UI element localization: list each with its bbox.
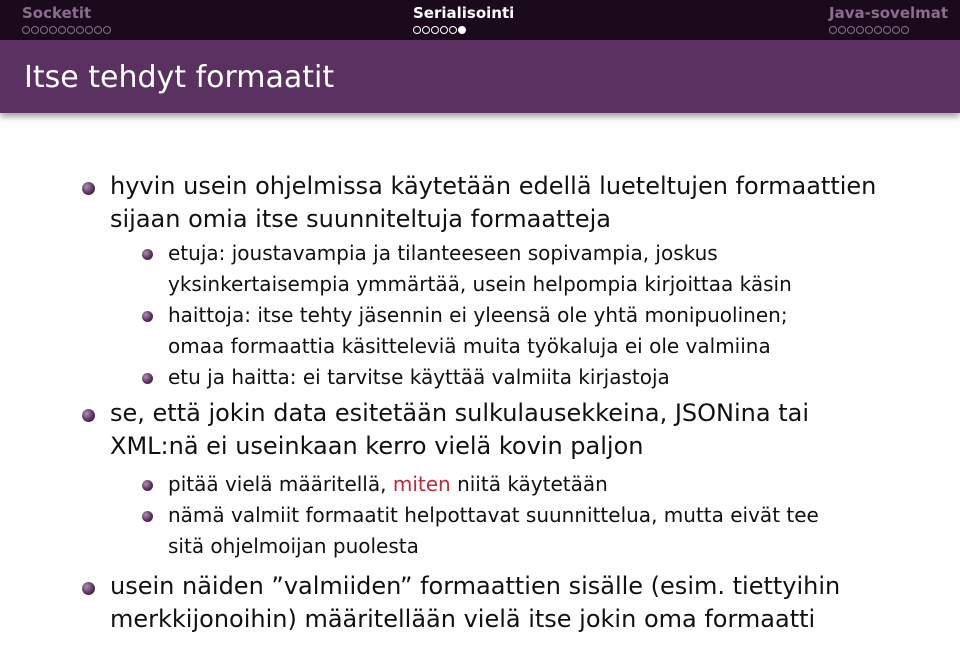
nav-dot-icon[interactable] <box>67 26 75 34</box>
nav-section-socketit[interactable] <box>22 4 111 34</box>
bullet-icon <box>82 182 95 195</box>
bullet-text-line: sitä ohjelmoijan puolesta <box>168 534 419 558</box>
nav-dot-icon[interactable] <box>58 26 66 34</box>
bullet-item <box>0 570 960 636</box>
nav-dot-icon[interactable] <box>892 26 900 34</box>
nav-section-label[interactable]: Java-sovelmat <box>829 4 949 22</box>
bullet-text-line: etu ja haitta: ei tarvitse käyttää valmiita kirjastoja <box>168 365 670 389</box>
nav-dot-icon[interactable] <box>422 26 430 34</box>
nav-dot-icon[interactable] <box>829 26 837 34</box>
nav-dot-icon[interactable] <box>431 26 439 34</box>
sub-bullet-item <box>0 362 960 393</box>
nav-dot-icon[interactable] <box>22 26 30 34</box>
nav-dot-icon[interactable] <box>76 26 84 34</box>
sub-bullet-icon <box>142 511 153 522</box>
sub-bullet-icon <box>142 311 153 322</box>
sub-bullet-item <box>0 300 960 362</box>
bullet-text-line: hyvin usein ohjelmissa käytetään edellä lueteltujen formaattien <box>110 172 877 200</box>
sub-bullet-item <box>0 238 960 300</box>
bullet-text-line: yksinkertaisempia ymmärtää, usein helpompia kirjoittaa käsin <box>168 272 792 296</box>
sub-bullet-icon <box>142 480 153 491</box>
nav-dot-icon[interactable] <box>49 26 57 34</box>
nav-dot-icon[interactable] <box>874 26 882 34</box>
bullet-text-line: haittoja: itse tehty jäsennin ei yleensä ole yhtä monipuolinen; <box>168 303 788 327</box>
nav-dots <box>413 26 514 34</box>
nav-section-java-sovelmat[interactable] <box>829 4 948 34</box>
nav-dot-icon[interactable] <box>31 26 39 34</box>
nav-dots <box>829 26 948 34</box>
bullet-icon <box>82 582 95 595</box>
nav-section-label[interactable]: Serialisointi <box>413 4 515 22</box>
bullet-text-line: se, että jokin data esitetään sulkulausekkeina, JSONina tai <box>110 399 809 427</box>
nav-section-serialisointi[interactable] <box>413 4 514 34</box>
sub-bullet-icon <box>142 249 153 260</box>
nav-dot-icon[interactable] <box>413 26 421 34</box>
bullet-text-line: nämä valmiit formaatit helpottavat suunnittelua, mutta eivät tee <box>168 503 819 527</box>
nav-dot-icon[interactable] <box>85 26 93 34</box>
slide-title: Itse tehdyt formaatit <box>24 60 335 95</box>
nav-dot-icon[interactable] <box>440 26 448 34</box>
nav-dot-icon[interactable] <box>847 26 855 34</box>
bullet-text-line: omaa formaattia käsitteleviä muita työkaluja ei ole valmiina <box>168 334 771 358</box>
nav-dot-icon[interactable] <box>838 26 846 34</box>
nav-dot-icon[interactable] <box>40 26 48 34</box>
navigation-bar <box>0 0 960 40</box>
bullet-text-line: usein näiden ”valmiiden” formaattien sisälle (esim. tiettyihin <box>110 572 841 600</box>
sub-bullet-icon <box>142 373 153 384</box>
bullet-text-line: merkkijonoihin) määritellään vielä itse jokin oma formaatti <box>110 605 816 633</box>
nav-dot-icon[interactable] <box>883 26 891 34</box>
nav-dot-icon[interactable] <box>94 26 102 34</box>
nav-dots <box>22 26 111 34</box>
nav-dot-icon[interactable] <box>901 26 909 34</box>
title-bar <box>0 40 960 113</box>
emphasized-word: miten <box>392 472 451 496</box>
bullet-item <box>0 170 960 236</box>
slide-content <box>0 160 960 636</box>
sub-bullet-item <box>0 469 960 500</box>
nav-dot-icon[interactable] <box>449 26 457 34</box>
nav-section-label[interactable]: Socketit <box>22 4 92 22</box>
bullet-text-line: sijaan omia itse suunniteltuja formaatteja <box>110 205 611 233</box>
text-segment: pitää vielä määritellä, <box>168 472 393 496</box>
bullet-item <box>0 397 960 463</box>
nav-dot-icon[interactable] <box>856 26 864 34</box>
nav-dot-icon[interactable] <box>103 26 111 34</box>
nav-dot-icon[interactable] <box>865 26 873 34</box>
bullet-text-line: XML:nä ei useinkaan kerro vielä kovin paljon <box>110 432 644 460</box>
sub-bullet-item <box>0 500 960 562</box>
bullet-text-line: etuja: joustavampia ja tilanteeseen sopivampia, joskus <box>168 241 718 265</box>
text-segment: niitä käytetään <box>450 472 608 496</box>
bullet-text-line <box>168 469 960 500</box>
bullet-icon <box>82 409 95 422</box>
nav-dot-icon[interactable] <box>458 26 466 34</box>
